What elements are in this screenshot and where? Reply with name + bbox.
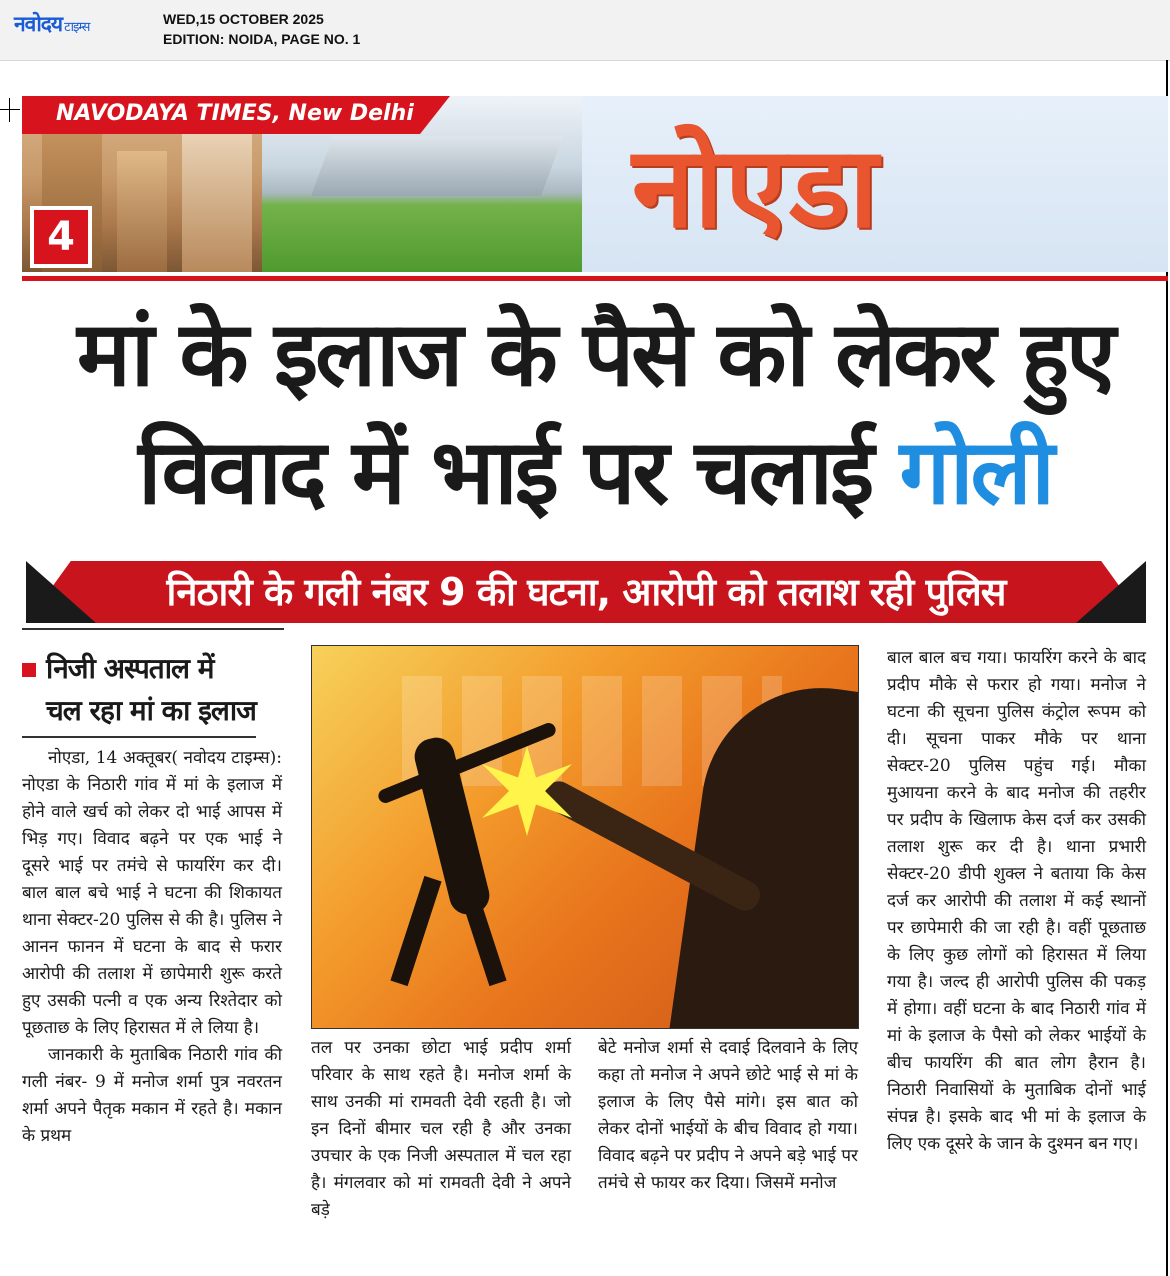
side-heading-rule <box>22 628 284 630</box>
next-headline-cutoff <box>60 1262 1140 1276</box>
crop-mark-icon <box>0 98 20 122</box>
side-heading-line-1: निजी अस्पताल में <box>46 652 214 685</box>
headline-line-1: मां के इलाज के पैसे को लेकर हुए <box>77 302 1113 407</box>
viewer-top-bar <box>0 0 1170 61</box>
logo-small-text: टाइम्स <box>64 20 90 35</box>
headline-highlight: गोली <box>899 420 1052 525</box>
article-column-4-text: बाल बाल बच गया। फायरिंग करने के बाद प्रदीप मौके से फरार हो गया। मनोज ने घटना की सूचना पुलिस कंट्रोल रूपम को दी। सूचना पाकर मौके पर थाना सेक्टर-20 पुलिस पहुंच गई। मौका मुआयना करने के बाद मनोज की तहरीर पर प्रदीप के खिलाफ केस दर्ज कर उसकी तलाश शुरू कर दी है। थाना प्रभारी सेक्टर-20 डीपी शुक्ल ने बताया कि केस दर्ज कर आरोपी की तलाश में कई स्थानों पर छापेमारी की जा रही है। वहीं पूछताछ के लिए कुछ लोगों को हिरासत में लिया गया है। जल्द ही आरोपी पुलिस की पकड़ में होगा। वहीं घटना के बाद निठारी गांव में मां के इलाज के पैसो को लेकर भाईयों के बीच फायरिंग की बात लोग हैरान है। निठारी निवासियों के मुताबिक दोनों भाई संपन्न है। इसके बाद भी मां के इलाज के लिए एक दूसरे के जान के दुश्मन बन गए। <box>887 648 1146 1154</box>
main-headline <box>22 296 1168 532</box>
page-number-badge <box>30 206 92 268</box>
edition-date: WED,15 OCTOBER 2025 <box>163 11 324 27</box>
headline-line-2-text: विवाद में भाई पर चलाई <box>138 420 872 525</box>
article-column-2-text: तल पर उनका छोटा भाई प्रदीप शर्मा परिवार के साथ रहते है। मनोज शर्मा के साथ उनकी मां रामवती देवी रहती है। जो इन दिनों बीमार चल रही है और उनका उपचार के एक निजी अस्पताल में चल रहा है। मंगलवार को मां रामवती देवी ने अपने बड़े <box>311 1038 571 1220</box>
article-paragraph-1: नोएडा, 14 अक्तूबर( नवोदय टाइम्स): नोएडा के निठारी गांव में मां के इलाज में होने वाले खर्च को लेकर दो भाई आपस में भिड़ गए। विवाद बढ़ने पर एक भाई ने दूसरे भाई पर तमंचे से फायरिंग कर दी। बाल बाल बचे भाई ने घटना की शिकायत थाना सेक्टर-20 पुलिस से की है। पुलिस ने आनन फानन में घटना के बाद से फरार आरोपी की तलाश में छापेमारी शुरू करते हुए उसकी पत्नी व एक अन्य रिश्तेदार को पूछताछ के लिए हिरासत में ले लिया है। <box>22 748 282 1038</box>
article-column-4 <box>887 645 1146 1158</box>
side-heading <box>22 648 284 738</box>
banner-divider <box>22 276 1168 281</box>
newspaper-logo[interactable] <box>14 10 89 38</box>
article-paragraph-2: जानकारी के मुताबिक निठारी गांव की गली नंबर- 9 में मनोज शर्मा पुत्र नवरतन शर्मा अपने पैतृक मकान में रहते है। मकान के प्रथम <box>22 1045 282 1146</box>
city-title: नोएडा <box>632 123 881 253</box>
masthead-ribbon-text: NAVODAYA TIMES, New Delhi <box>56 101 414 126</box>
article-column-3-text: बेटे मनोज शर्मा से दवाई दिलवाने के लिए कहा तो मनोज ने अपने छोटे भाई से मां के इलाज के लिए पैसे मांगे। इस बात को लेकर दोनों भाईयों के बीच विवाद हो गया। विवाद बढ़ने पर प्रदीप ने अपने बड़े भाई पर तमंचे से फायर कर दिया। जिसमें मनोज <box>598 1038 858 1193</box>
article-column-1 <box>22 745 282 1150</box>
shooting-illustration <box>311 645 859 1029</box>
edition-meta <box>163 9 360 49</box>
bullet-square-icon <box>22 663 36 677</box>
article-column-2 <box>311 1035 571 1224</box>
side-heading-line-2: चल रहा मां का इलाज <box>22 690 256 738</box>
headline-line-2 <box>22 414 1168 532</box>
logo-main-text: नवोदय <box>14 12 63 36</box>
article-column-3 <box>598 1035 858 1197</box>
edition-page: EDITION: NOIDA, PAGE NO. 1 <box>163 31 361 47</box>
subheadline-text: निठारी के गली नंबर 9 की घटना, आरोपी को तलाश रही पुलिस <box>166 570 1006 614</box>
page-number: 4 <box>34 210 88 264</box>
